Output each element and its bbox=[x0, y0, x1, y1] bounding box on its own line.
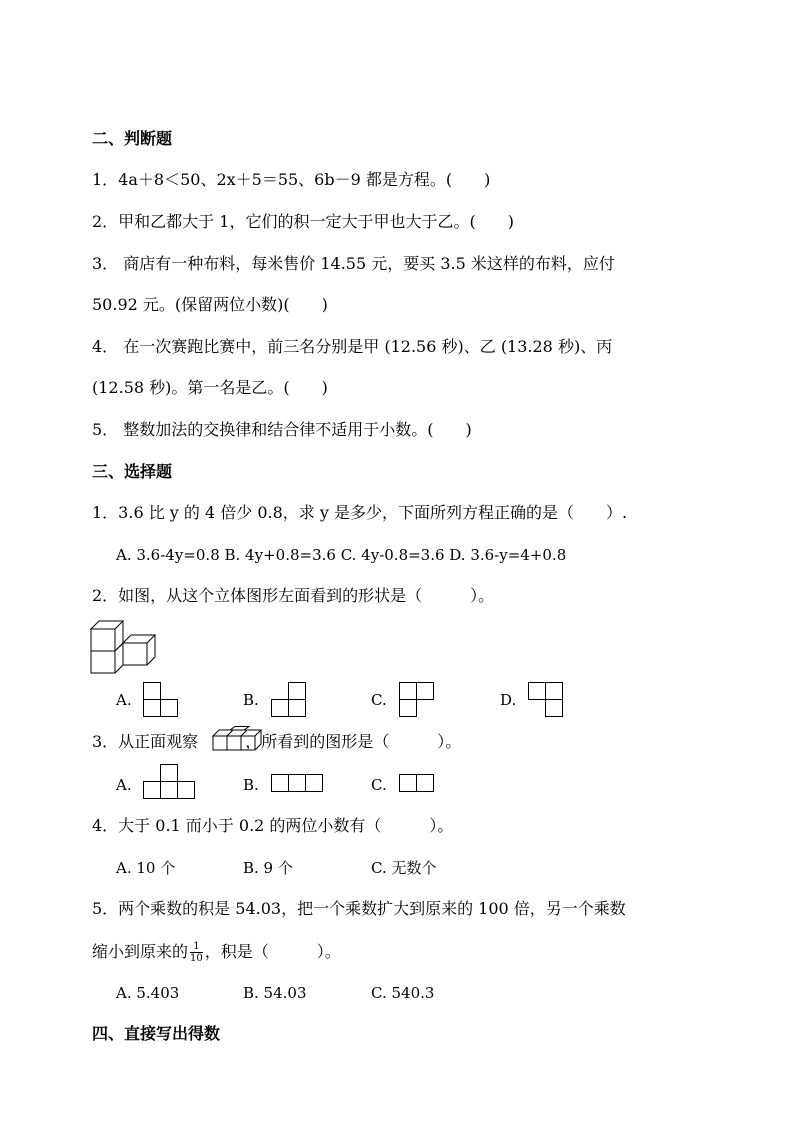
question-2-option-a-shape bbox=[143, 682, 179, 718]
section-title-choice: 三、选择题 bbox=[92, 462, 173, 481]
question-5-option-a[interactable]: A. 5.403 bbox=[116, 984, 180, 1002]
section-title-direct-answer: 四、直接写出得数 bbox=[92, 1024, 221, 1043]
question-5-option-c[interactable]: C. 540.3 bbox=[371, 984, 435, 1002]
judgement-question-4-line-2: (12.58 秒)。第一名是乙。( ) bbox=[92, 378, 328, 397]
fraction-numerator: 1 bbox=[190, 941, 203, 953]
question-3-option-c-shape bbox=[399, 774, 435, 794]
choice-question-2: 2．如图，从这个立体图形左面看到的形状是（ ）。 bbox=[92, 586, 495, 605]
choice-question-3-prefix: 3．从正面观察 bbox=[92, 732, 199, 751]
judgement-question-1: 1．4a＋8＜50、2x＋5＝55、6b－9 都是方程。( ) bbox=[92, 170, 491, 189]
judgement-question-3-line-2: 50.92 元。(保留两位小数)( ) bbox=[92, 295, 328, 314]
question-2-option-b-label[interactable]: B. bbox=[243, 691, 259, 709]
question-3-option-c-label[interactable]: C. bbox=[371, 776, 387, 794]
fraction-one-tenth bbox=[190, 941, 203, 964]
choice-question-1-options: A. 3.6-4y=0.8 B. 4y+0.8=3.6 C. 4y-0.8=3.6 D. 3.6-y=4+0.8 bbox=[116, 546, 567, 564]
section-title-judgement: 二、判断题 bbox=[92, 129, 173, 148]
choice-question-1: 1．3.6 比 y 的 4 倍少 0.8，求 y 是多少，下面所列方程正确的是（ ）. bbox=[92, 503, 628, 522]
question-3-option-b-label[interactable]: B. bbox=[243, 776, 259, 794]
question-2-option-d-shape bbox=[528, 682, 564, 718]
choice-question-5-line-1: 5．两个乘数的积是 54.03，把一个乘数扩大到原来的 100 倍，另一个乘数 bbox=[92, 899, 626, 918]
judgement-question-3-line-1: 3． 商店有一种布料，每米售价 14.55 元，要买 3.5 米这样的布料，应付 bbox=[92, 254, 615, 273]
question-5-option-b[interactable]: B. 54.03 bbox=[243, 984, 307, 1002]
question-4-option-a[interactable]: A. 10 个 bbox=[116, 859, 176, 877]
question-3-option-b-shape bbox=[271, 774, 325, 794]
question-2-option-c-label[interactable]: C. bbox=[371, 691, 387, 709]
choice-question-5-prefix: 缩小到原来的 bbox=[92, 942, 189, 961]
question-3-option-a-label[interactable]: A. bbox=[116, 776, 132, 794]
judgement-question-5: 5． 整数加法的交换律和结合律不适用于小数。( ) bbox=[92, 420, 472, 439]
choice-question-4: 4．大于 0.1 而小于 0.2 的两位小数有（ ）。 bbox=[92, 816, 454, 835]
question-2-option-d-label[interactable]: D. bbox=[500, 691, 517, 709]
question-4-option-b[interactable]: B. 9 个 bbox=[243, 859, 293, 877]
question-2-3d-figure bbox=[90, 619, 160, 675]
choice-question-5-suffix: ，积是（ ）。 bbox=[204, 942, 341, 961]
choice-question-5-line-2 bbox=[92, 941, 341, 964]
question-2-option-c-shape bbox=[399, 682, 435, 718]
choice-question-3 bbox=[92, 732, 461, 752]
question-3-option-a-shape bbox=[143, 764, 197, 800]
judgement-question-2: 2．甲和乙都大于 1，它们的积一定大于甲也大于乙。( ) bbox=[92, 212, 514, 231]
judgement-question-4-line-1: 4． 在一次赛跑比赛中，前三名分别是甲 (12.56 秒)、乙 (13.28 秒)、丙 bbox=[92, 337, 613, 356]
choice-question-3-suffix: ，所看到的图形是（ ）。 bbox=[245, 732, 462, 751]
question-2-option-a-label[interactable]: A. bbox=[116, 691, 132, 709]
question-2-option-b-shape bbox=[271, 682, 307, 718]
fraction-denominator: 10 bbox=[190, 953, 203, 964]
question-4-option-c[interactable]: C. 无数个 bbox=[371, 859, 437, 877]
question-3-3d-figure bbox=[212, 726, 262, 752]
